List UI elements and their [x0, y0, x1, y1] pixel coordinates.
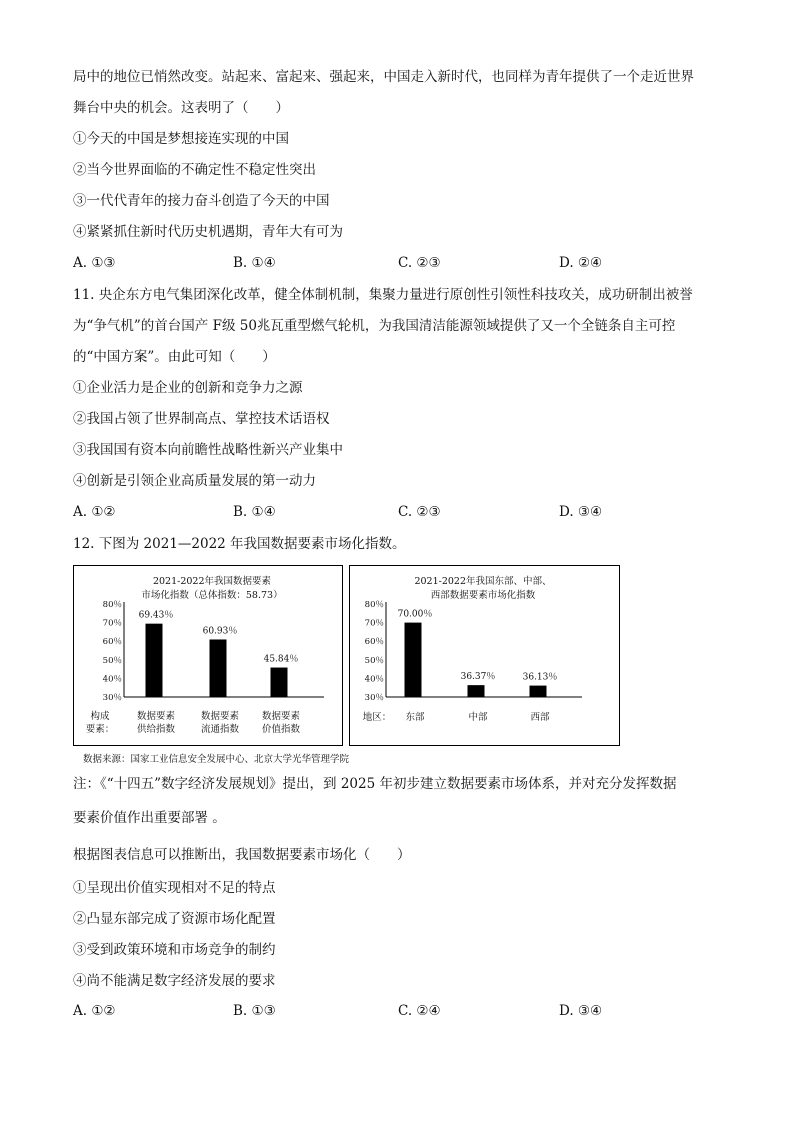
q12-note-line-2: 要素价值作出重要部署 。 — [73, 810, 226, 826]
q12-stem: 12. 下图为 2021—2022 年我国数据要素市场化指数。 — [73, 536, 406, 552]
q11-statement-1: ①企业活力是企业的创新和竞争力之源 — [73, 380, 303, 396]
q11-options — [73, 504, 733, 522]
q10-option-b[interactable]: B. ①④ — [233, 255, 276, 271]
intro-line-2: 舞台中央的机会。这表明了（ ） — [73, 100, 289, 116]
q11-statement-2: ②我国占领了世界制高点、掌控技术话语权 — [73, 411, 330, 427]
y-tick-label: 60％ — [364, 637, 384, 648]
axis-caption: 要素： — [85, 724, 115, 735]
category-label: 价值指数 — [261, 724, 301, 735]
q11-option-a[interactable]: A. ①② — [73, 504, 116, 520]
bar-value-label: 70.00％ — [397, 609, 433, 620]
y-tick-label: 40％ — [364, 674, 384, 685]
category-label: 西部 — [530, 712, 550, 723]
chart-regional-index — [349, 565, 620, 746]
q10-statement-2: ②当今世界面临的不确定性不稳定性突出 — [73, 162, 316, 178]
bar-3 — [530, 686, 547, 697]
chart-subtitle: 市场化指数（总体指数：58.73） — [141, 590, 283, 601]
category-label: 中部 — [468, 712, 488, 723]
y-tick-label: 70％ — [364, 618, 384, 629]
bar-value-label: 36.37％ — [460, 672, 496, 683]
intro-line-1: 局中的地位已悄然改变。站起来、富起来、强起来，中国走入新时代，也同样为青年提供了一个走近世界 — [73, 69, 694, 85]
y-tick-label: 70％ — [102, 618, 122, 629]
axis-caption: 地区： — [362, 712, 392, 723]
q11-option-d[interactable]: D. ③④ — [559, 504, 603, 520]
y-tick-label: 40％ — [102, 674, 122, 685]
bar-1 — [405, 623, 422, 697]
q12-statement-3: ③受到政策环境和市场竞争的制约 — [73, 942, 276, 958]
category-label: 供给指数 — [136, 724, 176, 735]
q10-statement-3: ③一代代青年的接力奋斗创造了今天的中国 — [73, 193, 330, 209]
q12-statement-1: ①呈现出价值实现相对不足的特点 — [73, 880, 276, 896]
category-label: 数据要素 — [261, 711, 301, 722]
q10-options — [73, 255, 733, 273]
q12-options — [73, 1003, 733, 1021]
q10-option-d[interactable]: D. ②④ — [559, 255, 603, 271]
bar-value-label: 45.84％ — [263, 654, 299, 665]
q12-option-b[interactable]: B. ①③ — [233, 1003, 276, 1019]
y-tick-label: 30％ — [364, 693, 384, 703]
chart-subtitle: 西部数据要素市场化指数 — [430, 590, 536, 601]
q12-note-line-1: 注：《“十四五”数字经济发展规划》提出，到 2025 年初步建立数据要素市场体系，并对充分发挥数据 — [73, 776, 677, 792]
q12-statement-4: ④尚不能满足数字经济发展的要求 — [73, 973, 276, 989]
y-tick-label: 80％ — [102, 600, 122, 610]
bar-value-label: 36.13％ — [522, 672, 558, 683]
bar-value-label: 69.43％ — [138, 610, 174, 621]
chart-title: 2021-2022年我国数据要素 — [152, 576, 272, 587]
bar-3 — [271, 668, 288, 697]
y-tick-label: 80％ — [364, 600, 384, 610]
q12-question: 根据图表信息可以推断出，我国数据要素市场化（ ） — [73, 847, 411, 863]
category-label: 数据要素 — [200, 711, 240, 722]
q10-option-a[interactable]: A. ①③ — [73, 255, 116, 271]
q11-option-b[interactable]: B. ①④ — [233, 504, 276, 520]
axis-caption: 构成 — [90, 711, 110, 722]
bar-value-label: 60.93％ — [202, 626, 238, 637]
chart-overall-svg — [74, 566, 342, 745]
q12-statement-2: ②凸显东部完成了资源市场化配置 — [73, 911, 276, 927]
bar-2 — [210, 639, 227, 697]
category-label: 东部 — [405, 712, 425, 723]
q11-option-c[interactable]: C. ②③ — [398, 504, 441, 520]
q11-statement-4: ④创新是引领企业高质量发展的第一动力 — [73, 473, 316, 489]
bar-2 — [468, 685, 485, 697]
data-source: 数据来源：国家工业信息安全发展中心、北京大学光华管理学院 — [83, 754, 350, 765]
y-tick-label: 60％ — [102, 637, 122, 648]
chart-title: 2021-2022年我国东部、中部、 — [414, 576, 552, 587]
y-tick-label: 50％ — [102, 655, 122, 666]
y-tick-label: 30％ — [102, 693, 122, 703]
q10-statement-1: ①今天的中国是梦想接连实现的中国 — [73, 131, 289, 147]
q10-statement-4: ④紧紧抓住新时代历史机遇期，青年大有可为 — [73, 224, 343, 240]
bar-1 — [146, 624, 163, 697]
q10-option-c[interactable]: C. ②③ — [398, 255, 441, 271]
q12-option-c[interactable]: C. ②④ — [398, 1003, 441, 1019]
q11-stem-line-2: 为“争气机”的首台国产 F级 50兆瓦重型燃气轮机，为我国清洁能源领域提供了又一个全链条自主可控 — [73, 318, 676, 334]
chart-overall-index — [73, 565, 343, 746]
q12-option-d[interactable]: D. ③④ — [559, 1003, 603, 1019]
y-tick-label: 50％ — [364, 655, 384, 666]
category-label: 流通指数 — [200, 724, 240, 735]
category-label: 数据要素 — [136, 711, 176, 722]
q12-option-a[interactable]: A. ①② — [73, 1003, 116, 1019]
q11-stem-line-1: 11. 央企东方电气集团深化改革，健全体制机制，集聚力量进行原创性引领性科技攻关，成功研制出被誉 — [73, 287, 693, 303]
q11-stem-line-3: 的“中国方案”。由此可知（ ） — [73, 349, 276, 365]
q11-statement-3: ③我国国有资本向前瞻性战略性新兴产业集中 — [73, 442, 343, 458]
chart-regional-svg — [350, 566, 619, 745]
